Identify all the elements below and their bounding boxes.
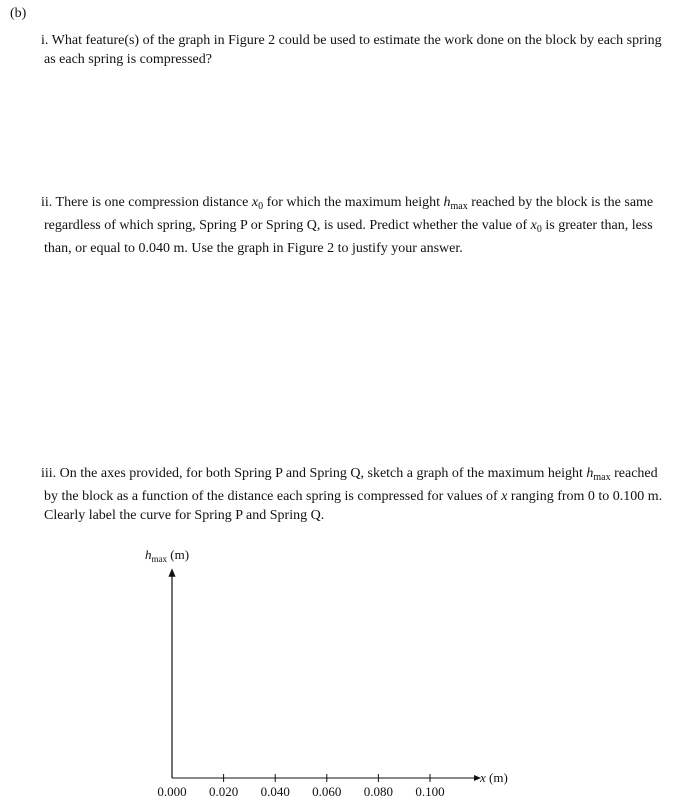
x-tick-label: 0.080 (363, 784, 394, 799)
question-text-part: There is one compression distance (55, 195, 252, 210)
y-axis-label: $h_{max}$ (m) (145, 547, 190, 564)
subscript: 0 (536, 224, 542, 235)
x-tick-label: 0.040 (260, 784, 290, 799)
part-label: (b) (10, 6, 27, 21)
question-number: i. (41, 33, 49, 48)
x-tick-label: 0.060 (312, 784, 342, 799)
question-text-part: ranging from 0 to 0.100 m. Clearly label the curve for Spring P and Spring Q. (44, 489, 663, 523)
question-text: What feature(s) of the graph in Figure 2 could be used to estimate the work done on the block by each spring as each spring is compressed? (44, 33, 662, 67)
question-text-part: is greater than, less than, or equal to (44, 218, 653, 256)
x-tick-label: 0.100 (415, 784, 445, 799)
value-text: 0.040 m (138, 241, 185, 256)
x-axis-label: x (m) (480, 770, 508, 785)
subscript: max (593, 472, 611, 483)
variable-x: x (530, 218, 537, 233)
question-text-part: reached by the block is the same regardless of which spring, Spring P or Spring Q, is used. Predict whether the value of (44, 195, 654, 233)
question-text-part: for which the maximum height (263, 195, 444, 210)
subscript: max (450, 201, 468, 212)
x-tick-label: 0.020 (208, 784, 239, 799)
x-tick-label: 0.000 (157, 784, 187, 799)
question-number: iii. (41, 466, 57, 481)
question-text-part: reached by the block as a function of the distance each spring is compressed for values of (44, 466, 658, 504)
variable-x: x (251, 195, 259, 210)
question-text-part: On the axes provided, for both Spring P and Spring Q, sketch a graph of the maximum height (59, 466, 587, 481)
question-text-part: . Use the graph in Figure 2 to justify your answer. (184, 241, 463, 256)
subscript: 0 (258, 201, 264, 212)
variable-h: h (586, 466, 594, 481)
question-number: ii. (41, 195, 53, 210)
variable-h: h (443, 195, 451, 210)
variable-x: x (501, 489, 508, 504)
